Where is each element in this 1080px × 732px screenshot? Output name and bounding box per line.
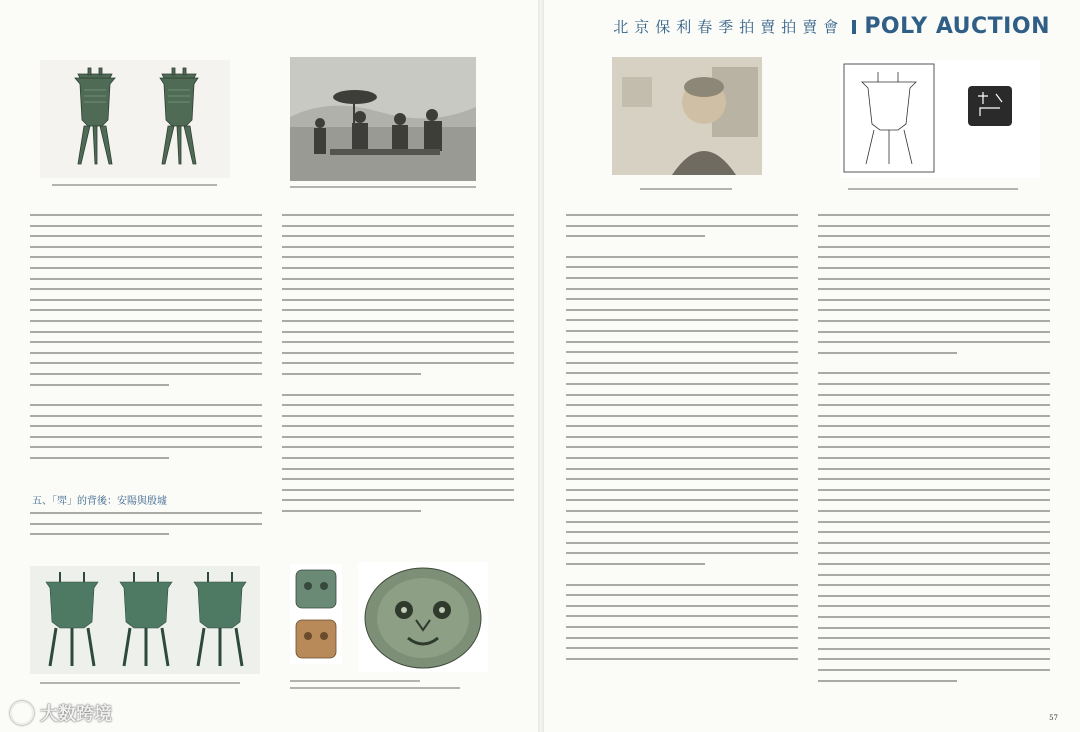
body-text-column-1 [30,214,262,468]
poly-logo-icon [852,20,856,34]
watermark-text: 大数跨境 [40,704,112,725]
body-text-column-2 [282,214,514,521]
watermark [10,700,112,726]
caption-photo-5 [40,682,250,684]
caption-photo-2 [290,186,480,188]
caption-photo-3 [640,188,740,190]
photo-historical-excavation [290,57,476,181]
body-text-column-1b [30,512,262,544]
header-english-title: POLY AUCTION [864,14,1050,39]
caption-photo-4 [848,188,1028,190]
photo-jue-drawing-rubbing [840,60,1040,178]
body-text-column-4 [818,214,1050,690]
photo-bronze-mask-disc [358,562,488,672]
caption-photo-6 [290,680,470,689]
body-text-column-3 [566,214,798,668]
header-chinese-title: 北京保利春季拍賣拍賣會 [613,18,845,36]
photo-scholar-portrait [612,57,762,175]
watermark-logo-icon [10,701,34,725]
running-header [613,14,1050,39]
photo-jue-vessels [40,60,230,178]
caption-photo-1 [52,184,222,186]
photo-three-bronze-jue [30,566,260,674]
page-gutter [538,0,544,732]
section-heading: 五、「斝」的背後：安陽與殷墟 [32,496,167,507]
photo-bronze-mask-objects [290,564,342,664]
page-number: 57 [1049,714,1058,722]
